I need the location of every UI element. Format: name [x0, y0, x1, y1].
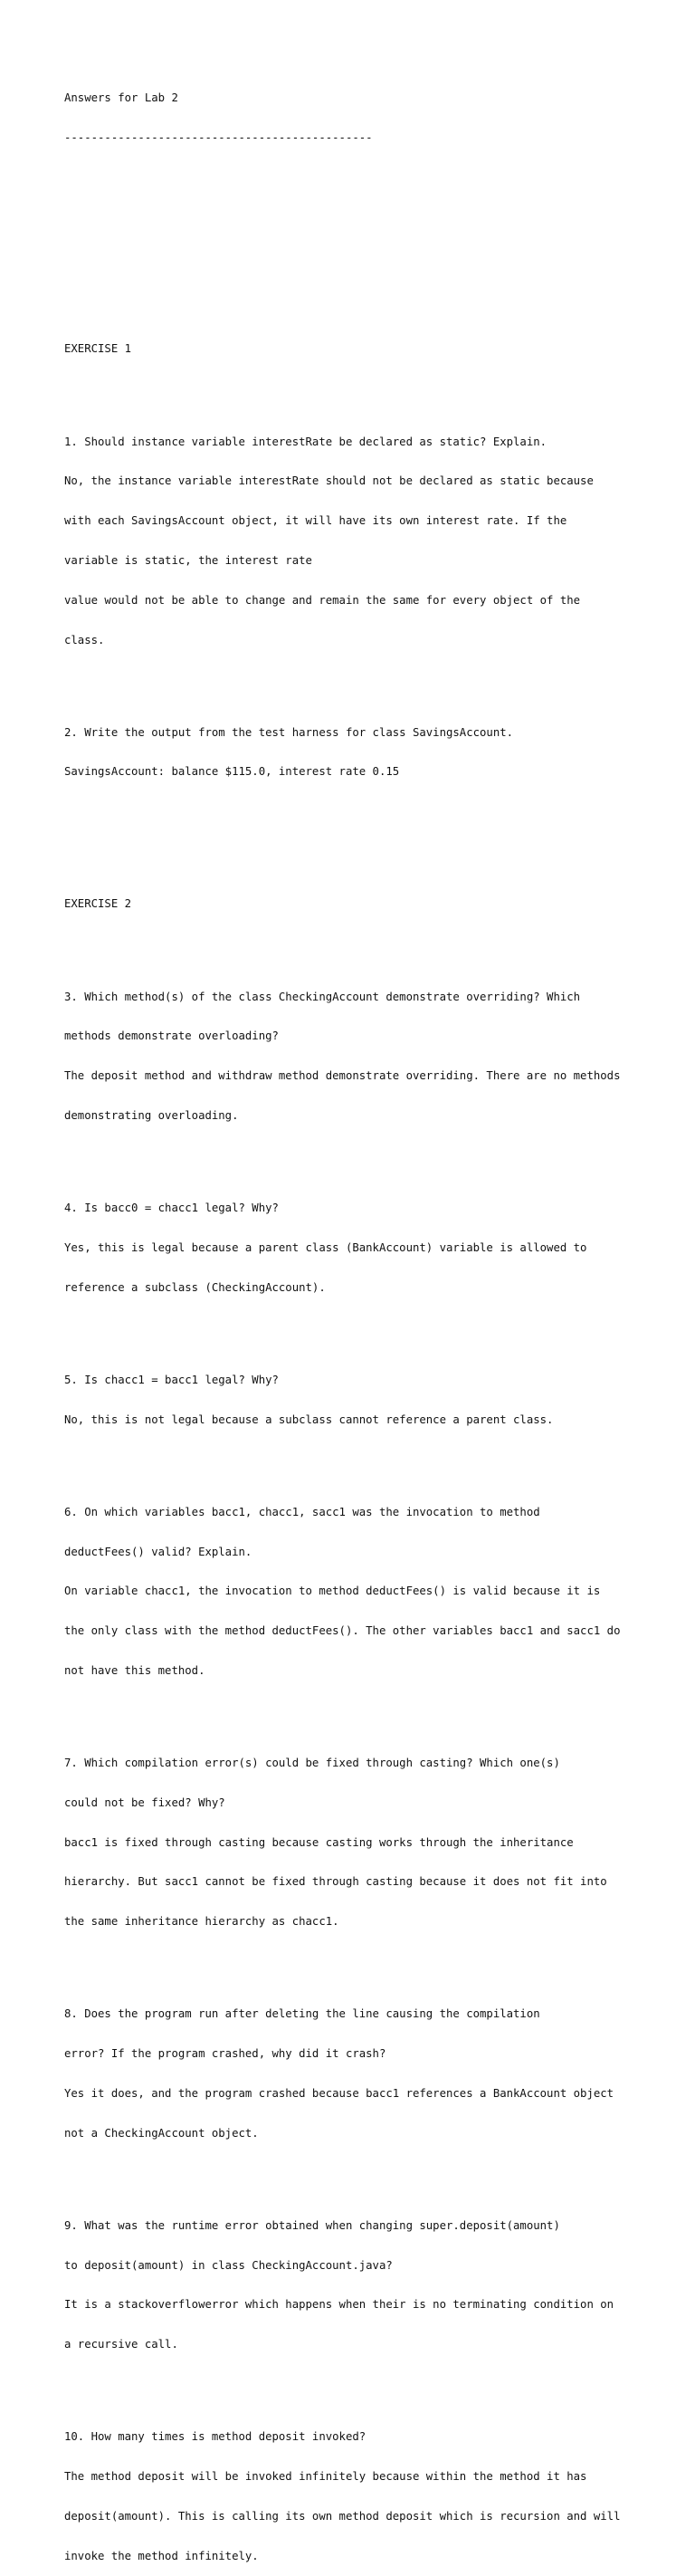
- q9-question-line: 9. What was the runtime error obtained when changing super.deposit(amount): [64, 2218, 560, 2232]
- document-page: [64, 65, 680, 2576]
- q7-question-line: could not be fixed? Why?: [64, 1796, 225, 1809]
- q7-answer-line: bacc1 is fixed through casting because casting works through the inheritance: [64, 1835, 574, 1849]
- q2-answer-line: SavingsAccount: balance $115.0, interest rate 0.15: [64, 765, 400, 779]
- q1-answer-line: No, the instance variable interestRate should not be declared as static because: [64, 474, 594, 488]
- q1-answer-line: with each SavingsAccount object, it will have its own interest rate. If the: [64, 514, 567, 528]
- spacer: [64, 1320, 680, 1334]
- q10-answer-line: deposit(amount). This is calling its own method deposit which is recursion and will: [64, 2509, 621, 2523]
- q2-question: 2. Write the output from the test harness for class SavingsAccount.: [64, 725, 514, 739]
- q7-question-line: 7. Which compilation error(s) could be fixed through casting? Which one(s): [64, 1757, 560, 1769]
- q6-question-line: 6. On which variables bacc1, chacc1, sacc1 was the invocation to method: [64, 1505, 540, 1518]
- spacer: [64, 1955, 680, 1968]
- q4-answer-line: Yes, this is legal because a parent class (BankAccount) variable is allowed to: [64, 1240, 587, 1254]
- document-title: Answers for Lab 2: [64, 91, 178, 105]
- q5-answer-line: No, this is not legal because a subclass cannot reference a parent class.: [64, 1412, 554, 1426]
- q1-answer-line: variable is static, the interest rate: [64, 553, 312, 567]
- spacer: [64, 673, 680, 686]
- spacer: [64, 211, 680, 225]
- q5-question-line: 5. Is chacc1 = bacc1 legal? Why?: [64, 1373, 279, 1386]
- q6-answer-line: the only class with the method deductFees(). The other variables bacc1 and sacc1 do: [64, 1624, 621, 1638]
- q9-answer-line: a recursive call.: [64, 2338, 178, 2351]
- spacer: [64, 2378, 680, 2391]
- q4-question-line: 4. Is bacc0 = chacc1 legal? Why?: [64, 1202, 279, 1215]
- title-rule: ----------------------------------------------: [64, 130, 373, 144]
- q10-answer-line: The method deposit will be invoked infinitely because within the method it has: [64, 2470, 587, 2484]
- q8-question-line: 8. Does the program run after deleting the line causing the compilation: [64, 2007, 540, 2021]
- spacer: [64, 250, 680, 263]
- spacer: [64, 1149, 680, 1163]
- q6-answer-line: On variable chacc1, the invocation to method deductFees() is valid because it is: [64, 1585, 601, 1598]
- q9-question-line: to deposit(amount) in class CheckingAccount.java?: [64, 2258, 393, 2272]
- spacer: [64, 1452, 680, 1466]
- q10-question-line: 10. How many times is method deposit invoked?: [64, 2430, 367, 2444]
- q6-question-line: deductFees() valid? Explain.: [64, 1545, 252, 1558]
- exercise1-heading: EXERCISE 1: [64, 342, 132, 356]
- q1-answer-line: value would not be able to change and remain the same for every object of the: [64, 593, 581, 607]
- q6-answer-line: not have this method.: [64, 1663, 205, 1677]
- q8-answer-line: not a CheckingAccount object.: [64, 2126, 259, 2140]
- q8-answer-line: Yes it does, and the program crashed because bacc1 references a BankAccount object: [64, 2086, 614, 2100]
- spacer: [64, 805, 680, 819]
- q3-question-line: 3. Which method(s) of the class CheckingAccount demonstrate overriding? Which: [64, 990, 581, 1003]
- q10-answer-line: invoke the method infinitely.: [64, 2549, 259, 2562]
- q1-answer-line: class.: [64, 633, 105, 646]
- q3-answer-line: demonstrating overloading.: [64, 1108, 239, 1122]
- spacer: [64, 937, 680, 951]
- q7-answer-line: the same inheritance hierarchy as chacc1.: [64, 1915, 339, 1929]
- q3-answer-line: The deposit method and withdraw method demonstrate overriding. There are no methods: [64, 1069, 621, 1083]
- spacer: [64, 171, 680, 185]
- q4-answer-line: reference a subclass (CheckingAccount).: [64, 1280, 326, 1294]
- q8-question-line: error? If the program crashed, why did it crash?: [64, 2047, 386, 2061]
- spacer: [64, 1704, 680, 1718]
- q1-question: 1. Should instance variable interestRate be declared as static? Explain.: [64, 435, 547, 448]
- q7-answer-line: hierarchy. But sacc1 cannot be fixed through casting because it does not fit into: [64, 1875, 607, 1889]
- spacer: [64, 2166, 680, 2179]
- spacer: [64, 845, 680, 858]
- spacer: [64, 382, 680, 396]
- q9-answer-line: It is a stackoverflowerror which happens when their is no terminating condition on: [64, 2298, 614, 2312]
- exercise2-heading: EXERCISE 2: [64, 897, 132, 911]
- spacer: [64, 290, 680, 303]
- q3-question-line: methods demonstrate overloading?: [64, 1029, 279, 1043]
